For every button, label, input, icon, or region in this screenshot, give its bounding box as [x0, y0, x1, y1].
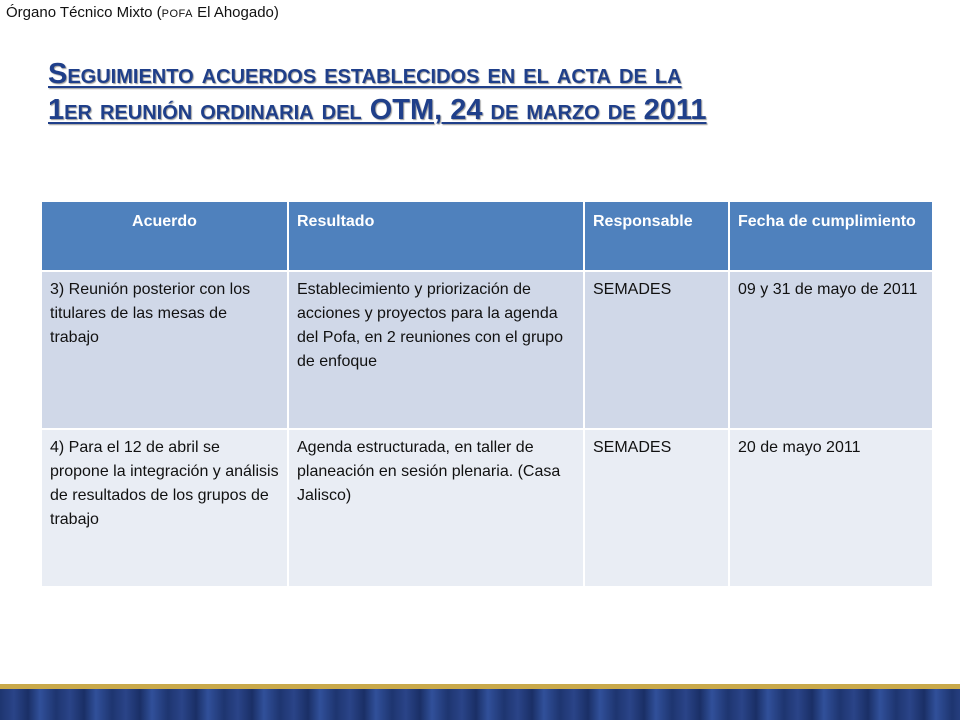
cell-responsable: SEMADES: [584, 429, 729, 587]
header-acuerdo: Acuerdo: [42, 202, 288, 271]
org-header-prefix: Órgano Técnico Mixto (: [6, 4, 162, 21]
cell-fecha: 09 y 31 de mayo de 2011: [729, 271, 933, 429]
table-row: [42, 429, 933, 587]
agreements-table: [42, 202, 934, 588]
table-header-row: [42, 202, 933, 271]
org-header-pofa: POFA: [161, 8, 193, 20]
cell-fecha: 20 de mayo 2011: [729, 429, 933, 587]
cell-acuerdo: 3) Reunión posterior con los titulares de las mesas de trabajo: [42, 271, 288, 429]
table-row: [42, 271, 933, 429]
org-header: [6, 4, 279, 21]
cell-responsable: SEMADES: [584, 271, 729, 429]
cell-acuerdo: 4) Para el 12 de abril se propone la integración y análisis de resultados de los grupos de trabajo: [42, 429, 288, 587]
cell-resultado: Agenda estructurada, en taller de planeación en sesión plenaria. (Casa Jalisco): [288, 429, 584, 587]
page-title-line-1: Seguimiento acuerdos establecidos en el acta de la: [48, 58, 682, 90]
page-title: [48, 56, 928, 128]
org-header-suffix: El Ahogado): [192, 4, 279, 21]
header-responsable: Responsable: [584, 202, 729, 271]
footer-pattern-band: [0, 689, 960, 720]
header-resultado: Resultado: [288, 202, 584, 271]
page-title-line-2: 1er reunión ordinaria del OTM, 24 de marzo de 2011: [48, 94, 707, 126]
cell-resultado: Establecimiento y priorización de acciones y proyectos para la agenda del Pofa, en 2 reuniones con el grupo de enfoque: [288, 271, 584, 429]
header-fecha: Fecha de cumplimiento: [729, 202, 933, 271]
